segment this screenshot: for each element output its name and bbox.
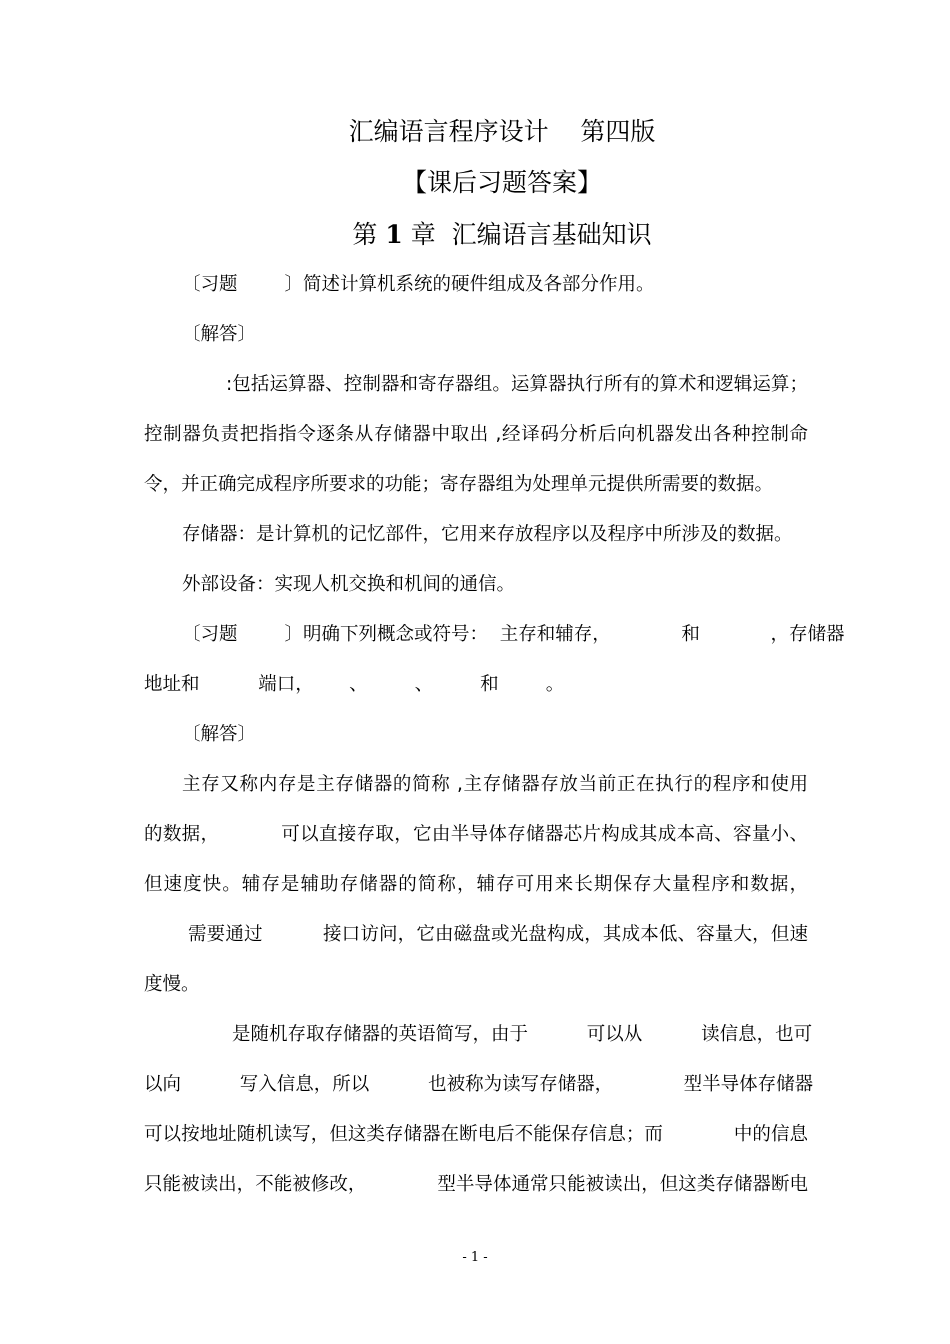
chapter-title: 章 汇编语言基础知识 bbox=[410, 220, 652, 249]
chapter-heading bbox=[0, 219, 950, 251]
exercise-1-question: 〔习题 〕简述计算机系统的硬件组成及各部分作用。 bbox=[182, 274, 655, 295]
answer-paragraph-line: 的数据， 可以直接存取，它由半导体存储器芯片构成其成本高、容量小、 bbox=[144, 824, 808, 845]
answer-paragraph-line: 度慢。 bbox=[144, 974, 200, 995]
answer-paragraph-line: 是随机存取存储器的英语简写，由于 可以从 读信息，也可 bbox=[232, 1024, 813, 1045]
answer-paragraph-line: 需要通过 接口访问，它由磁盘或光盘构成，其成本低、容量大，但速 bbox=[188, 924, 808, 945]
answer-paragraph-line: 令，并正确完成程序所要求的功能；寄存器组为处理单元提供所需要的数据。 bbox=[144, 474, 774, 495]
answer-label: 〔解答〕 bbox=[182, 324, 257, 345]
answer-paragraph-line: 只能被读出，不能被修改， 型半导体通常只能被读出，但这类存储器断电 bbox=[144, 1174, 808, 1195]
exercise-2-question: 地址和 端口， 、 、 和 。 bbox=[144, 674, 565, 695]
answer-paragraph-line: 以向 写入信息，所以 也被称为读写存储器， 型半导体存储器 bbox=[144, 1074, 814, 1095]
answer-paragraph-line: 主存又称内存是主存储器的简称 ,主存储器存放当前正在执行的程序和使用 bbox=[182, 774, 808, 795]
answer-paragraph-line: 外部设备：实现人机交换和机间的通信。 bbox=[182, 574, 516, 595]
answer-paragraph-line: :包括运算器、控制器和寄存器组。运算器执行所有的算术和逻辑运算； bbox=[226, 374, 808, 395]
answer-paragraph-line: 存储器：是计算机的记忆部件，它用来存放程序以及程序中所涉及的数据。 bbox=[182, 524, 793, 545]
answer-paragraph-line: 控制器负责把指指令逐条从存储器中取出 ,经译码分析后向机器发出各种控制命 bbox=[144, 424, 808, 445]
chapter-prefix: 第 bbox=[352, 220, 378, 249]
document-subtitle: 【课后习题答案】 bbox=[401, 168, 602, 197]
page-number: - 1 - bbox=[462, 1250, 488, 1265]
answer-label: 〔解答〕 bbox=[182, 724, 257, 745]
exercise-2-question: 〔习题 〕明确下列概念或符号： 主存和辅存， 和 ，存储器 bbox=[182, 624, 845, 645]
chapter-number: 1 bbox=[385, 220, 403, 249]
document-title: 汇编语言程序设计 第四版 bbox=[348, 117, 656, 146]
answer-paragraph-line: 可以按地址随机读写，但这类存储器在断电后不能保存信息；而 中的信息 bbox=[144, 1124, 808, 1145]
answer-paragraph-line: 但速度快。辅存是辅助存储器的简称，辅存可用来长期保存大量程序和数据， bbox=[144, 874, 808, 895]
